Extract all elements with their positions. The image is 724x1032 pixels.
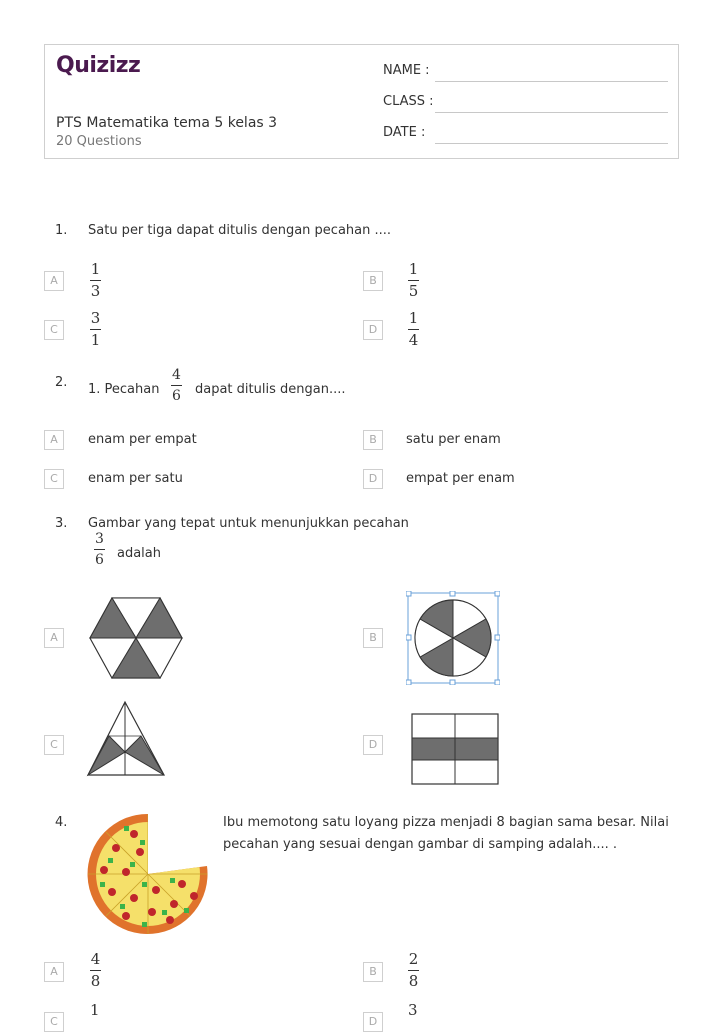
q1-option-a-fraction [90, 262, 101, 299]
denominator: 1 [90, 331, 101, 349]
q2-option-c-text: enam per satu [88, 471, 183, 486]
q1-option-d-box[interactable]: D [363, 320, 383, 340]
question-3-suffix: adalah [117, 546, 162, 561]
question-3-fraction [94, 532, 105, 567]
q3-option-c-box[interactable]: C [44, 735, 64, 755]
numerator: 1 [90, 260, 101, 278]
numerator: 2 [408, 950, 419, 968]
worksheet-header [44, 44, 679, 159]
question-count: 20 Questions [56, 134, 142, 149]
numerator: 1 [90, 1001, 100, 1019]
denominator: 6 [95, 552, 104, 568]
numerator: 4 [172, 367, 181, 383]
q2-option-d-box[interactable]: D [363, 469, 383, 489]
q2-option-b-text: satu per enam [406, 432, 501, 447]
q2-option-a-box[interactable]: A [44, 430, 64, 450]
q4-option-c-fraction [90, 1003, 100, 1018]
question-4-text-line-2: pecahan yang sesuai dengan gambar di samping adalah.... . [223, 837, 618, 852]
q4-option-a-fraction [90, 952, 101, 989]
question-1-number: 1. [55, 223, 68, 238]
q1-option-a-box[interactable]: A [44, 271, 64, 291]
denominator: 8 [408, 972, 419, 990]
class-label: CLASS : [383, 94, 434, 109]
q1-option-d-fraction [408, 311, 419, 348]
denominator: 5 [408, 282, 419, 300]
numerator: 4 [90, 950, 101, 968]
denominator: 8 [90, 972, 101, 990]
q2-option-a-text: enam per empat [88, 432, 197, 447]
quizizz-logo: Quizizz [56, 53, 141, 78]
q4-option-d-box[interactable]: D [363, 1012, 383, 1032]
denominator: 4 [408, 331, 419, 349]
q4-option-b-fraction [408, 952, 419, 989]
question-1-text: Satu per tiga dapat ditulis dengan pecahan .... [88, 223, 392, 238]
hexagon-icon [88, 596, 184, 680]
q3-option-d-box[interactable]: D [363, 735, 383, 755]
triangle-icon [86, 700, 166, 778]
q4-option-a-box[interactable]: A [44, 962, 64, 982]
denominator: 6 [172, 388, 181, 404]
q1-option-c-box[interactable]: C [44, 320, 64, 340]
numerator: 1 [408, 309, 419, 327]
q1-option-b-fraction [408, 262, 419, 299]
q4-option-d-fraction [408, 1003, 418, 1018]
q1-option-c-fraction [90, 311, 101, 348]
class-line [435, 112, 668, 113]
name-label: NAME : [383, 63, 430, 78]
question-3-number: 3. [55, 516, 68, 531]
question-2-prefix: 1. Pecahan [88, 382, 160, 397]
question-4-number: 4. [55, 815, 68, 830]
rectangle-icon [410, 712, 500, 786]
denominator: 3 [90, 282, 101, 300]
q3-option-b-box[interactable]: B [363, 628, 383, 648]
worksheet-title: PTS Matematika tema 5 kelas 3 [56, 115, 278, 131]
q4-option-c-box[interactable]: C [44, 1012, 64, 1032]
question-3-text: Gambar yang tepat untuk menunjukkan pecahan [88, 516, 409, 531]
q2-option-b-box[interactable]: B [363, 430, 383, 450]
q4-option-b-box[interactable]: B [363, 962, 383, 982]
circle-pie-icon [406, 591, 500, 685]
numerator: 3 [408, 1001, 418, 1019]
q1-option-b-box[interactable]: B [363, 271, 383, 291]
q2-option-d-text: empat per enam [406, 471, 515, 486]
date-line [435, 143, 668, 144]
q3-option-a-box[interactable]: A [44, 628, 64, 648]
name-line [435, 81, 668, 82]
q2-option-c-box[interactable]: C [44, 469, 64, 489]
question-2-number: 2. [55, 375, 68, 390]
question-2-suffix: dapat ditulis dengan.... [195, 382, 346, 397]
numerator: 1 [408, 260, 419, 278]
question-4-text-line-1: Ibu memotong satu loyang pizza menjadi 8 bagian sama besar. Nilai [223, 815, 669, 830]
date-label: DATE : [383, 125, 426, 140]
pizza-icon [86, 812, 210, 934]
numerator: 3 [95, 531, 104, 547]
question-2-fraction [171, 368, 182, 403]
numerator: 3 [90, 309, 101, 327]
